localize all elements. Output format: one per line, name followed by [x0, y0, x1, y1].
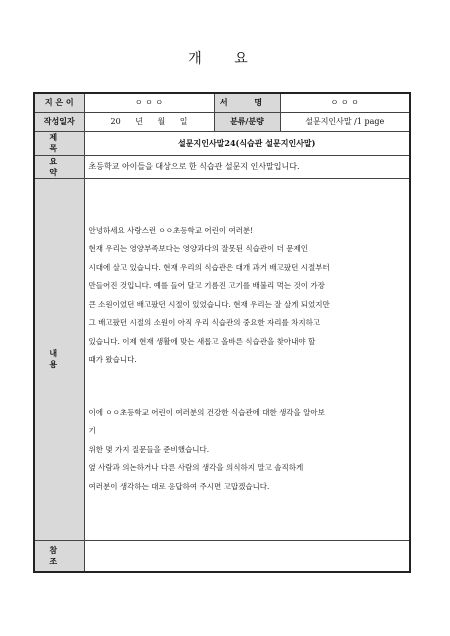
content-row — [34, 178, 410, 540]
overview-form-table — [33, 92, 411, 573]
category-label: 분류/분량 — [214, 112, 280, 131]
content-line: 여러분이 생각하는 대로 응답하여 주시면 고맙겠습니다. — [88, 481, 270, 491]
content-line: 그 배고팠던 시절의 소원이 아직 우리 식습관의 중요한 자리를 차지하고 — [88, 318, 321, 328]
subject-label: 제 목 — [34, 131, 84, 155]
date-label: 작성일자 — [34, 112, 84, 131]
content-body — [84, 178, 410, 540]
reference-label: 참 조 — [34, 540, 84, 572]
content-line: 큰 소원이었던 배고팠던 시절이 있었습니다. 현재 우리는 잘 살게 되었지만 — [88, 299, 330, 309]
content-line: 만들어진 것입니다. 예를 들어 달고 기름진 고기를 배불리 먹는 것이 가장 — [88, 281, 325, 291]
summary-label: 요 약 — [34, 155, 84, 178]
content-label: 내 용 — [34, 178, 84, 540]
content-line: 때가 왔습니다. — [88, 355, 137, 365]
summary-row — [34, 155, 410, 178]
reference-value — [84, 540, 410, 572]
subject-row — [34, 131, 410, 155]
date-row — [34, 112, 410, 131]
category-value: 설문지인사말 /1 page — [280, 112, 410, 131]
author-row — [34, 93, 410, 112]
content-line: 기 — [88, 426, 96, 436]
document-title: 개 요 — [188, 51, 262, 67]
sign-value: ㅇ ㅇ ㅇ — [280, 93, 410, 112]
content-line: 이에 ㅇㅇ초등학교 어린이 여러분의 건강한 식습관에 대한 생각을 알아보 — [88, 407, 325, 417]
reference-row — [34, 540, 410, 572]
content-line: 시대에 살고 있습니다. 현재 우리의 식습관은 대개 과거 배고팠던 시절부터 — [88, 262, 330, 272]
summary-value: 초등학교 아이들을 대상으로 한 식습관 설문지 인사말입니다. — [84, 155, 410, 178]
paragraph-gap — [89, 370, 406, 404]
author-value: ㅇ ㅇ ㅇ — [84, 93, 214, 112]
content-line: 위한 몇 가지 질문들을 준비했습니다. — [88, 444, 210, 454]
subject-value: 설문지인사말24(식습관 설문지인사말) — [84, 131, 410, 155]
content-line: 현재 우리는 영양부족보다는 영양과다의 잘못된 식습관이 더 문제인 — [88, 244, 309, 254]
content-line: 옆 사람과 의논하거나 다른 사람의 생각을 의식하지 말고 솔직하게 — [88, 463, 304, 473]
date-value: 20 년 월 일 — [84, 112, 214, 131]
author-label: 지 은 이 — [34, 93, 84, 112]
sign-label: 서 명 — [214, 93, 280, 112]
content-line: 있습니다. 이제 현재 생활에 맞는 새롭고 올바른 식습관을 찾아내야 할 — [88, 336, 316, 346]
content-line: 안녕하세요 사랑스런 ㅇㅇ초등학교 어린이 여러분! — [88, 225, 254, 235]
